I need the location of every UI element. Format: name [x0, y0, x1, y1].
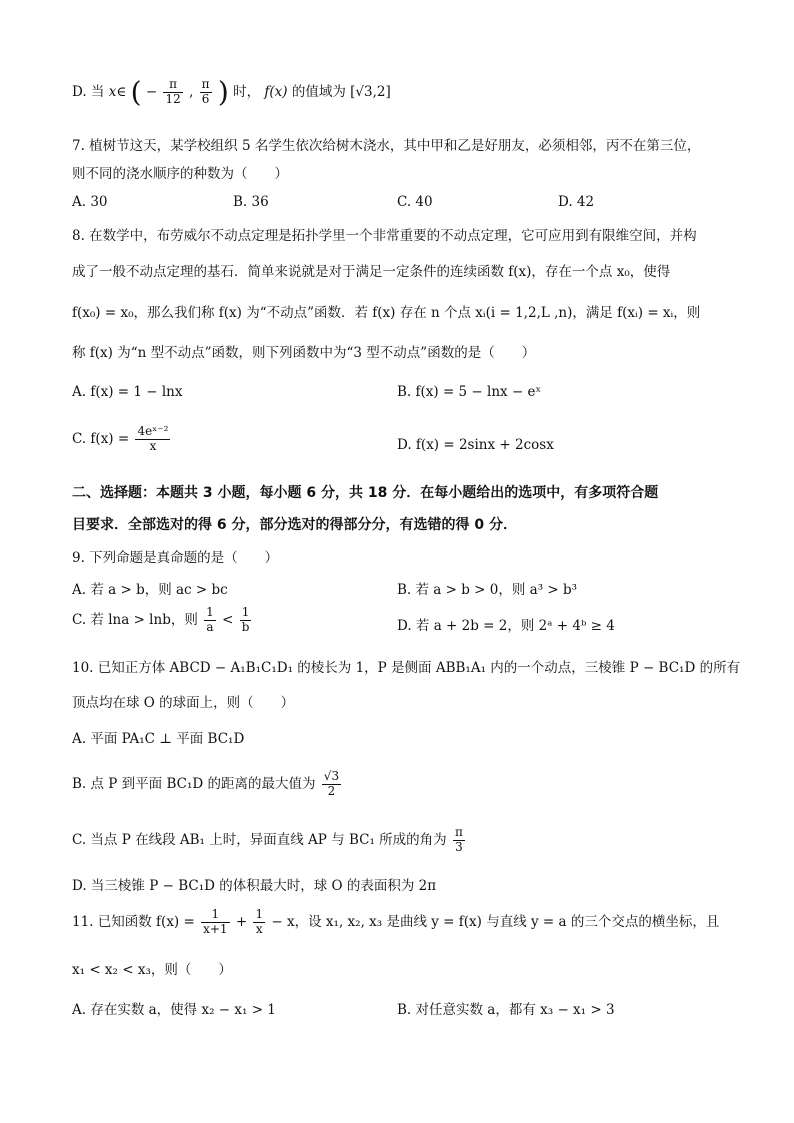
q10b-num: √3 [323, 769, 340, 783]
q6d-open-paren: ( [130, 75, 142, 109]
q6d-x-in: x∈ [108, 83, 127, 100]
q7-option-c: C. 40 [397, 194, 433, 210]
q9-option-a: A. 若 a > b，则 ac > bc [72, 582, 228, 598]
q10-option-d: D. 当三棱锥 P − BC₁D 的体积最大时，球 O 的表面积为 2π [72, 878, 437, 894]
q9c-frac1-den: a [206, 619, 214, 634]
q10b-prefix: B. 点 P 到平面 BC₁D 的距离的最大值为 [72, 775, 316, 792]
q6-option-d [72, 75, 391, 109]
q9c-frac2-num: 1 [240, 606, 252, 621]
q10c-prefix: C. 当点 P 在线段 AB₁ 上时，异面直线 AP 与 BC₁ 所成的角为 [72, 831, 447, 848]
q8c-prefix: C. f(x) = [72, 430, 130, 447]
q9c-frac-2 [240, 606, 252, 635]
q10c-num: π [454, 825, 463, 839]
q6d-mid: 时， [233, 83, 261, 100]
q8c-den: x [149, 438, 157, 453]
q11-frac2-den: x [255, 921, 263, 936]
q10c-frac [453, 826, 465, 855]
q7-line-2: 则不同的浇水顺序的种数为（ ） [72, 166, 288, 182]
q8-line-1: 8. 在数学中，布劳威尔不动点定理是拓扑学里一个非常重要的不动点定理，它可应用到有限维空间，并构 [72, 228, 697, 244]
q6d-comma: , [189, 83, 194, 100]
q11-prefix: 11. 已知函数 f(x) = [72, 913, 195, 930]
q8-line-4: 称 f(x) 为“n 型不动点”函数，则下列函数中为“3 型不动点”函数的是（ ） [72, 345, 536, 361]
q9c-prefix: C. 若 lna > lnb，则 [72, 611, 198, 628]
q11-line-1 [72, 908, 719, 937]
q10-line-2: 顶点均在球 O 的球面上，则（ ） [72, 695, 295, 711]
q11-suffix: − x，设 x₁, x₂, x₃ 是曲线 y = f(x) 与直线 y = a 的三个交点的横坐标，且 [271, 913, 720, 930]
q10-option-c [72, 826, 467, 855]
q11-option-b: B. 对任意实数 a，都有 x₃ − x₁ > 3 [397, 1002, 615, 1018]
q6d-range-val: [√3,2] [350, 83, 391, 100]
q6d-frac-1 [163, 78, 182, 107]
q9c-frac1-num: 1 [206, 605, 214, 619]
q8-option-b: B. f(x) = 5 − lnx − eˣ [397, 384, 542, 400]
q9-stem: 9. 下列命题是真命题的是（ ） [72, 550, 279, 566]
q6d-range-text: 的值域为 [291, 83, 346, 100]
q11-option-a: A. 存在实数 a，使得 x₂ − x₁ > 1 [72, 1002, 276, 1018]
q11-frac-2 [253, 908, 265, 937]
q10-line-1: 10. 已知正方体 ABCD − A₁B₁C₁D₁ 的棱长为 1，P 是侧面 ABB₁A₁ 内的一个动点，三棱锥 P − BC₁D 的所有 [72, 660, 741, 676]
q10-option-a: A. 平面 PA₁C ⊥ 平面 BC₁D [72, 731, 245, 747]
q6d-minus: − [145, 83, 158, 100]
q6d-frac-2 [200, 78, 212, 107]
q9c-frac2-den: b [241, 619, 250, 634]
q7-line-1: 7. 植树节这天，某学校组织 5 名学生依次给树木浇水，其中甲和乙是好朋友，必须相邻，丙不在第三位， [72, 138, 701, 154]
q9c-frac-1 [204, 606, 216, 635]
q11-frac1-num: 1 [201, 908, 229, 923]
q9-option-b: B. 若 a > b > 0，则 a³ > b³ [397, 582, 578, 598]
q10c-den: 3 [455, 839, 463, 854]
q9c-lt: < [222, 611, 234, 628]
q6d-close-paren: ) [217, 75, 229, 109]
q6d-frac1-den: 12 [165, 91, 181, 106]
q8-option-d: D. f(x) = 2sinx + 2cosx [397, 437, 554, 453]
q8-option-c [72, 425, 172, 454]
section2-heading-1: 二、选择题：本题共 3 小题，每小题 6 分，共 18 分．在每小题给出的选项中，有多项符合题 [72, 485, 659, 501]
q6d-frac2-den: 6 [201, 91, 210, 106]
q6d-fx: f(x) [264, 83, 288, 100]
q7-option-a: A. 30 [72, 194, 108, 210]
q10-option-b [72, 770, 343, 799]
q10b-frac [322, 770, 341, 799]
q6d-frac1-num: π [163, 78, 182, 93]
q8c-frac [135, 425, 170, 454]
q8-line-3: f(x₀) = x₀，那么我们称 f(x) 为“不动点”函数．若 f(x) 存在 n 个点 xᵢ(i = 1,2,L ,n)，满足 f(xᵢ) = xᵢ，则 [72, 305, 701, 321]
q11-frac-1 [201, 908, 229, 937]
q8c-num: 4eˣ⁻² [137, 424, 169, 438]
q11-line-2: x₁ < x₂ < x₃，则（ ） [72, 962, 232, 978]
section2-heading-2: 目要求．全部选对的得 6 分，部分选对的得部分分，有选错的得 0 分． [72, 517, 517, 533]
q7-option-d: D. 42 [558, 194, 595, 210]
q8-option-a: A. f(x) = 1 − lnx [72, 384, 183, 400]
q10b-den: 2 [327, 783, 336, 798]
q7-option-b: B. 36 [233, 194, 269, 210]
q11-plus: + [235, 913, 248, 930]
q8-line-2: 成了一般不动点定理的基石．简单来说就是对于满足一定条件的连续函数 f(x)，存在一个点 x₀，使得 [72, 264, 671, 280]
q11-frac2-num: 1 [255, 907, 264, 921]
q9-option-d: D. 若 a + 2b = 2，则 2ᵃ + 4ᵇ ≥ 4 [397, 618, 615, 634]
q6d-prefix: D. 当 [72, 83, 105, 100]
q9-option-c [72, 606, 253, 635]
q6d-frac2-num: π [201, 77, 210, 91]
q11-frac1-den: x+1 [203, 921, 228, 936]
